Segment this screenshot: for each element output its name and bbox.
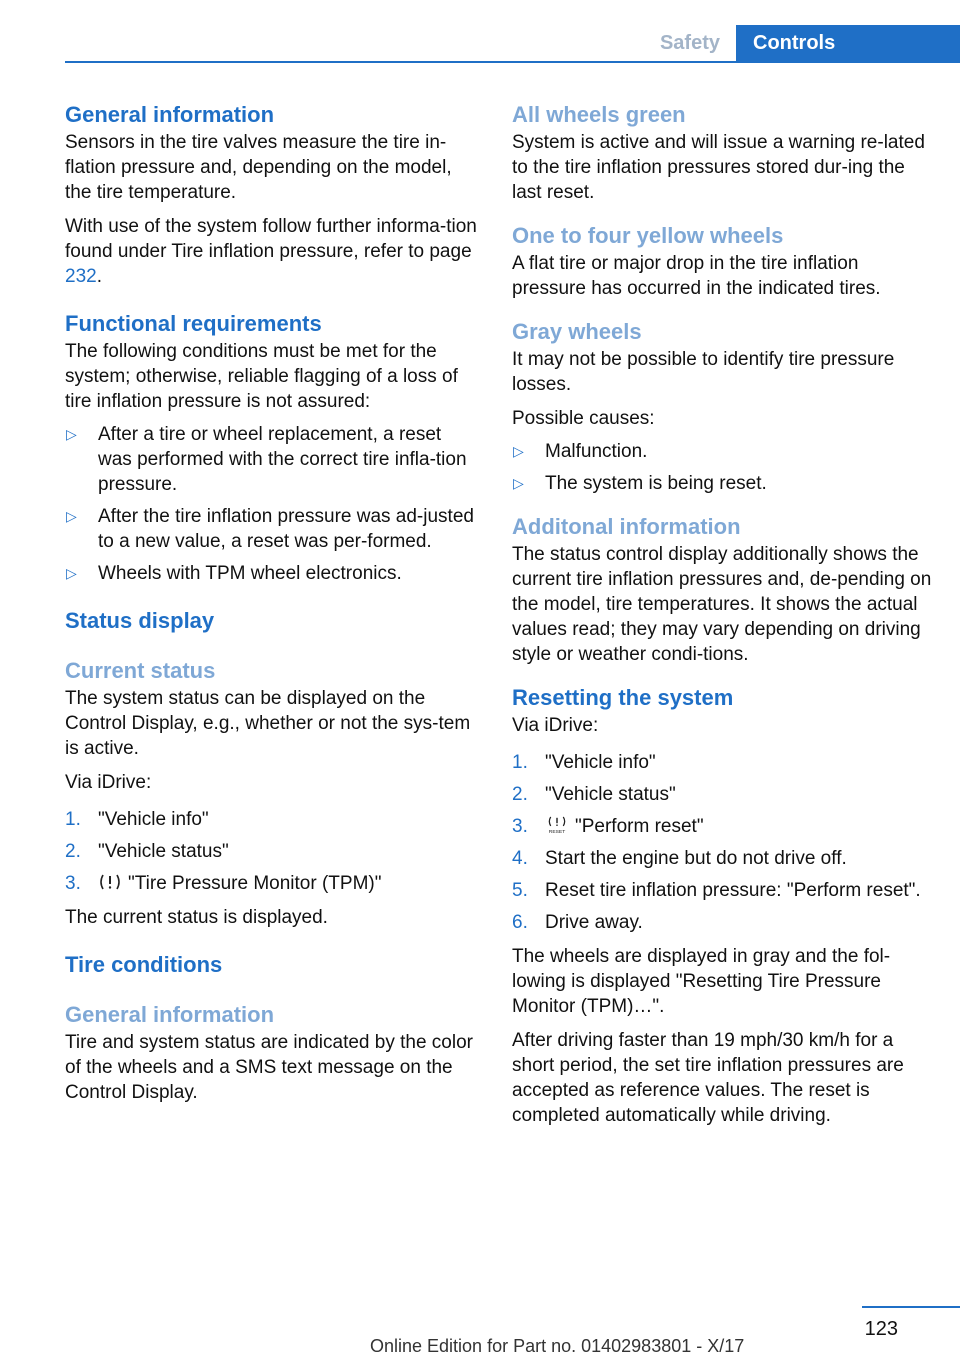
list-item bbox=[512, 782, 932, 807]
step-number: 2. bbox=[512, 784, 528, 805]
tire-conditions-heading: Tire conditions bbox=[65, 952, 223, 977]
step-number: 3. bbox=[65, 873, 81, 894]
list-item bbox=[512, 814, 932, 839]
triangle-right-icon: ▷ bbox=[66, 565, 77, 581]
yellow-wheels-paragraph: A flat tire or major drop in the tire inflation pressure has occurred in the indicated tires. bbox=[512, 253, 881, 299]
step-text: "Tire Pressure Monitor (TPM)" bbox=[128, 873, 382, 894]
current-status-after: The current status is displayed. bbox=[65, 907, 328, 928]
list-item bbox=[65, 422, 480, 497]
status-display-heading: Status display bbox=[65, 608, 215, 633]
tire-general-info-heading: General information bbox=[65, 1002, 275, 1027]
list-item bbox=[65, 561, 480, 586]
footer-edition: Online Edition for Part no. 01402983801 - X/17 bbox=[370, 1336, 745, 1356]
via-idrive-label: Via iDrive: bbox=[65, 772, 152, 793]
list-item bbox=[512, 846, 932, 871]
step-text: "Vehicle status" bbox=[545, 784, 676, 805]
step-number: 1. bbox=[65, 809, 81, 830]
footer-rule bbox=[862, 1306, 960, 1308]
general-info-paragraph-1: Sensors in the tire valves measure the tire in-flation pressure and, depending on the model, the tire temperature. bbox=[65, 132, 452, 203]
list-item bbox=[65, 839, 480, 864]
current-status-heading: Current status bbox=[65, 658, 216, 683]
list-item-text: After the tire inflation pressure was ad-justed to a new value, a reset was per-formed. bbox=[98, 506, 474, 552]
additional-info-heading: Additonal information bbox=[512, 514, 741, 539]
left-column bbox=[65, 100, 480, 1105]
list-item bbox=[512, 439, 932, 464]
step-text: "Vehicle info" bbox=[98, 809, 209, 830]
reset-icon-text: RESET bbox=[548, 830, 566, 834]
right-column bbox=[512, 100, 932, 1128]
via-idrive-label: Via iDrive: bbox=[512, 715, 599, 736]
all-wheels-green-heading: All wheels green bbox=[512, 102, 686, 127]
general-info-paragraph-2-end: . bbox=[96, 266, 102, 287]
page-link[interactable]: 232 bbox=[65, 266, 97, 287]
list-item bbox=[512, 471, 932, 496]
status-steps-list bbox=[65, 807, 480, 896]
tab-controls[interactable]: Controls bbox=[736, 25, 960, 62]
general-info-heading: General information bbox=[65, 102, 275, 127]
gray-wheels-heading: Gray wheels bbox=[512, 319, 642, 344]
list-item-text: Malfunction. bbox=[545, 441, 648, 462]
list-item bbox=[65, 807, 480, 832]
possible-causes-label: Possible causes: bbox=[512, 408, 655, 429]
step-number: 5. bbox=[512, 880, 528, 901]
header-rule bbox=[65, 61, 960, 63]
step-text: Start the engine but do not drive off. bbox=[545, 848, 847, 869]
functional-requirements-list bbox=[65, 422, 480, 586]
step-number: 3. bbox=[512, 816, 528, 837]
resetting-system-heading: Resetting the system bbox=[512, 685, 734, 710]
step-number: 1. bbox=[512, 752, 528, 773]
triangle-right-icon: ▷ bbox=[513, 475, 524, 491]
functional-requirements-heading: Functional requirements bbox=[65, 311, 322, 336]
yellow-wheels-heading: One to four yellow wheels bbox=[512, 223, 784, 248]
list-item-text: Wheels with TPM wheel electronics. bbox=[98, 563, 402, 584]
step-text: Drive away. bbox=[545, 912, 643, 933]
step-text: "Vehicle info" bbox=[545, 752, 656, 773]
triangle-right-icon: ▷ bbox=[66, 508, 77, 524]
tire-general-info-paragraph: Tire and system status are indicated by the color of the wheels and a SMS text message on the Control Display. bbox=[65, 1032, 473, 1103]
step-number: 6. bbox=[512, 912, 528, 933]
list-item bbox=[65, 871, 480, 896]
tire-pressure-warning-icon bbox=[98, 873, 122, 891]
step-number: 4. bbox=[512, 848, 528, 869]
tab-safety[interactable]: Safety bbox=[659, 32, 720, 54]
step-number: 2. bbox=[65, 841, 81, 862]
list-item-text: The system is being reset. bbox=[545, 473, 767, 494]
additional-info-paragraph: The status control display additionally shows the current tire inflation pressures and, de-pending on the model, tire temperatures. It shows the actual values read; they may vary depending on driving style or weather condi-tions. bbox=[512, 544, 932, 665]
functional-requirements-paragraph: The following conditions must be met for the system; otherwise, reliable flagging of a loss of tire inflation pressure is not assured: bbox=[65, 341, 458, 412]
general-info-paragraph-2-text: With use of the system follow further informa-tion found under Tire inflation pressure, refer to page bbox=[65, 216, 477, 262]
list-item bbox=[512, 910, 932, 935]
step-text: "Vehicle status" bbox=[98, 841, 229, 862]
page-number: 123 bbox=[864, 1318, 898, 1340]
reset-after-paragraph-2: After driving faster than 19 mph/30 km/h for a short period, the set tire inflation pressures are accepted as reference values. The reset is completed automatically while driving. bbox=[512, 1030, 904, 1126]
tire-pressure-reset-icon bbox=[545, 816, 569, 834]
triangle-right-icon: ▷ bbox=[513, 443, 524, 459]
current-status-paragraph: The system status can be displayed on the Control Display, e.g., whether or not the sys-tem is active. bbox=[65, 688, 471, 759]
step-text: Reset tire inflation pressure: "Perform reset". bbox=[545, 880, 921, 901]
triangle-right-icon: ▷ bbox=[66, 426, 77, 442]
reset-steps-list bbox=[512, 750, 932, 935]
list-item-text: After a tire or wheel replacement, a reset was performed with the correct tire infla-tion pressure. bbox=[98, 424, 467, 495]
list-item bbox=[65, 504, 480, 554]
reset-after-paragraph-1: The wheels are displayed in gray and the fol-lowing is displayed "Resetting Tire Pressure Monitor (TPM)…". bbox=[512, 946, 891, 1017]
gray-wheels-paragraph: It may not be possible to identify tire pressure losses. bbox=[512, 349, 895, 395]
general-info-paragraph-2 bbox=[65, 214, 480, 289]
step-text: "Perform reset" bbox=[575, 816, 704, 837]
list-item bbox=[512, 750, 932, 775]
possible-causes-list bbox=[512, 439, 932, 496]
list-item bbox=[512, 878, 932, 903]
all-wheels-green-paragraph: System is active and will issue a warning re-lated to the tire inflation pressures stored dur-ing the last reset. bbox=[512, 132, 925, 203]
